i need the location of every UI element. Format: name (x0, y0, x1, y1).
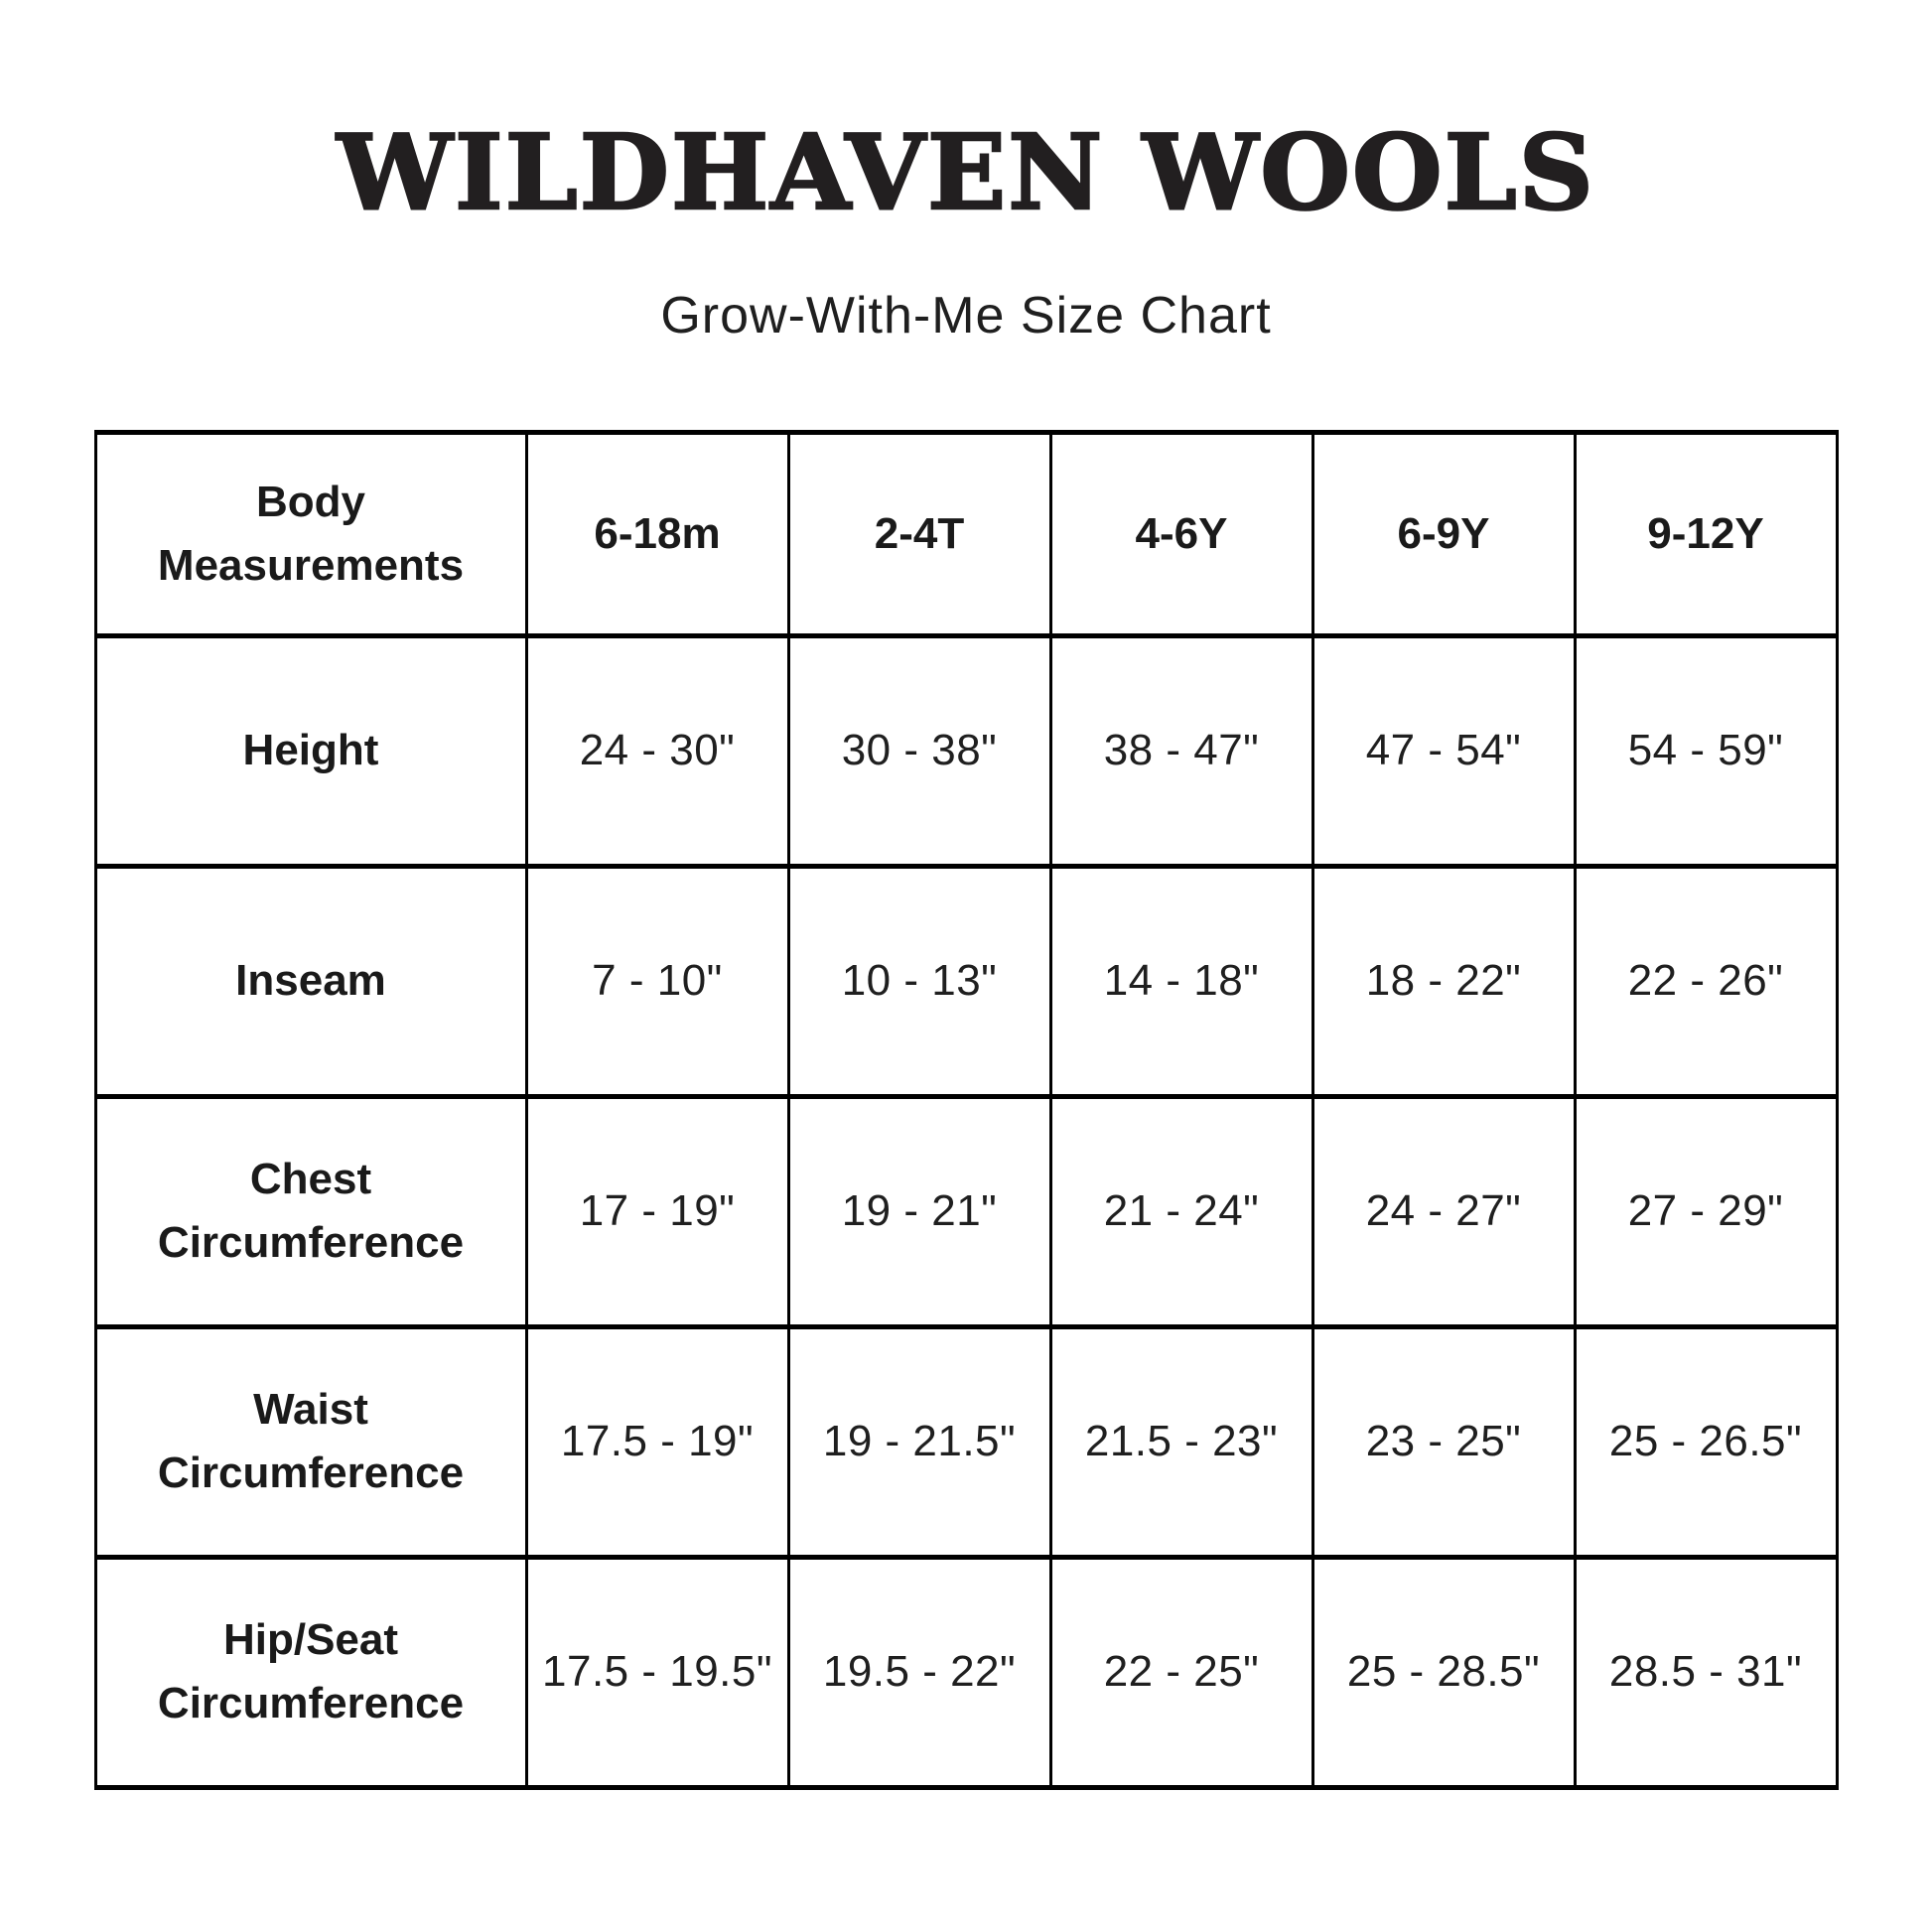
size-value-cell: 17 - 19" (526, 1096, 788, 1326)
size-value-cell: 38 - 47" (1050, 635, 1312, 866)
size-chart-table (94, 430, 1839, 1790)
size-value-cell: 25 - 26.5" (1575, 1326, 1837, 1557)
table-row-hip-seat-circumference (95, 1557, 1837, 1787)
size-value-cell: 23 - 25" (1312, 1326, 1575, 1557)
table-row-waist-circumference (95, 1326, 1837, 1557)
table-row-height (95, 635, 1837, 866)
size-value-cell: 18 - 22" (1312, 866, 1575, 1096)
row-label-waist-circumference: Waist Circumference (95, 1326, 526, 1557)
header-row (95, 432, 1837, 635)
size-value-cell: 19 - 21.5" (788, 1326, 1050, 1557)
row-label-height: Height (95, 635, 526, 866)
chart-subtitle: Grow-With-Me Size Chart (660, 286, 1272, 345)
size-value-cell: 14 - 18" (1050, 866, 1312, 1096)
size-value-cell: 17.5 - 19.5" (526, 1557, 788, 1787)
size-value-cell: 21 - 24" (1050, 1096, 1312, 1326)
row-label-chest-circumference: Chest Circumference (95, 1096, 526, 1326)
size-value-cell: 27 - 29" (1575, 1096, 1837, 1326)
size-value-cell: 24 - 30" (526, 635, 788, 866)
column-header-6-18m: 6-18m (526, 432, 788, 635)
size-value-cell: 25 - 28.5" (1312, 1557, 1575, 1787)
size-value-cell: 54 - 59" (1575, 635, 1837, 866)
size-value-cell: 10 - 13" (788, 866, 1050, 1096)
column-header-body-measurements: Body Measurements (95, 432, 526, 635)
brand-title: WILDHAVEN WOOLS (337, 111, 1595, 233)
table-row-inseam (95, 866, 1837, 1096)
table-row-chest-circumference (95, 1096, 1837, 1326)
column-header-9-12y: 9-12Y (1575, 432, 1837, 635)
size-value-cell: 47 - 54" (1312, 635, 1575, 866)
column-header-4-6y: 4-6Y (1050, 432, 1312, 635)
size-value-cell: 22 - 25" (1050, 1557, 1312, 1787)
row-label-inseam: Inseam (95, 866, 526, 1096)
column-header-2-4t: 2-4T (788, 432, 1050, 635)
column-header-6-9y: 6-9Y (1312, 432, 1575, 635)
size-value-cell: 17.5 - 19" (526, 1326, 788, 1557)
size-value-cell: 24 - 27" (1312, 1096, 1575, 1326)
size-value-cell: 19 - 21" (788, 1096, 1050, 1326)
size-value-cell: 7 - 10" (526, 866, 788, 1096)
size-value-cell: 30 - 38" (788, 635, 1050, 866)
size-value-cell: 21.5 - 23" (1050, 1326, 1312, 1557)
size-value-cell: 22 - 26" (1575, 866, 1837, 1096)
size-value-cell: 28.5 - 31" (1575, 1557, 1837, 1787)
row-label-hip-seat-circumference: Hip/Seat Circumference (95, 1557, 526, 1787)
size-value-cell: 19.5 - 22" (788, 1557, 1050, 1787)
